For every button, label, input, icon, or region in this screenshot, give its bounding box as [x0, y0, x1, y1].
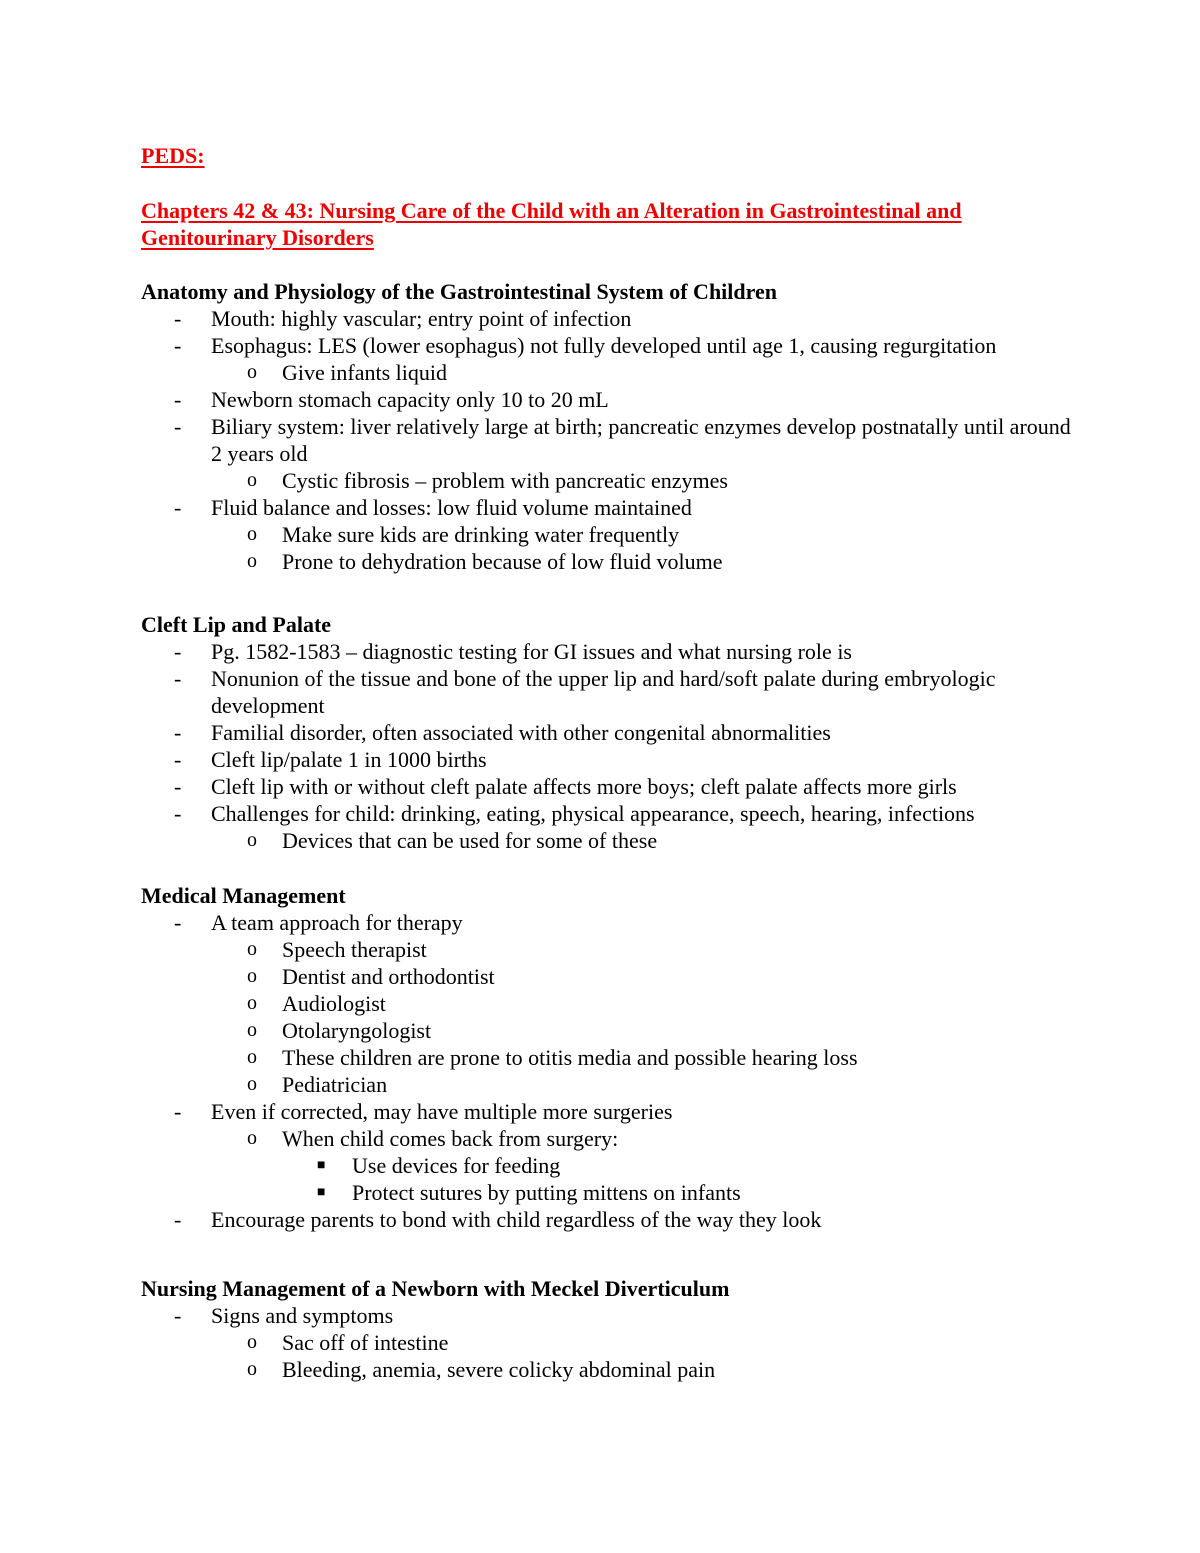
list-item-text: Audiologist	[282, 991, 386, 1016]
dash-bullet-icon: -	[174, 720, 182, 745]
circle-bullet-icon: o	[247, 469, 257, 491]
list-item	[141, 1206, 1071, 1233]
list-item-text: Cleft lip with or without cleft palate affects more boys; cleft palate affects more girls	[211, 774, 957, 799]
list-item	[141, 521, 1071, 548]
square-bullet-icon: ■	[317, 1158, 326, 1173]
dash-bullet-icon: -	[174, 747, 182, 772]
list-item-text: Biliary system: liver relatively large at birth; pancreatic enzymes develop postnatally until around 2 years old	[211, 414, 1071, 466]
list-item-text: Newborn stomach capacity only 10 to 20 mL	[211, 387, 609, 412]
list-item	[141, 359, 1071, 386]
list-item-text: Devices that can be used for some of these	[282, 828, 658, 853]
list-item	[141, 936, 1071, 963]
section-heading: Cleft Lip and Palate	[141, 612, 332, 637]
list-item-text: A team approach for therapy	[211, 910, 463, 935]
list-item-text: Otolaryngologist	[282, 1018, 432, 1043]
list-item	[141, 827, 1071, 854]
list-item	[141, 548, 1071, 575]
list-item	[141, 1179, 1071, 1206]
list-item	[141, 1356, 1071, 1383]
list-item-text: Challenges for child: drinking, eating, physical appearance, speech, hearing, infections	[211, 801, 975, 826]
list-item	[141, 467, 1071, 494]
list-item-text: Cleft lip/palate 1 in 1000 births	[211, 747, 487, 772]
dash-bullet-icon: -	[174, 306, 182, 331]
list-item-text: These children are prone to otitis media and possible hearing loss	[282, 1045, 858, 1070]
list-item-text: Speech therapist	[282, 937, 427, 962]
section-heading: Anatomy and Physiology of the Gastrointestinal System of Children	[141, 279, 778, 304]
dash-bullet-icon: -	[174, 774, 182, 799]
circle-bullet-icon: o	[247, 523, 257, 545]
list-item-text: Pediatrician	[282, 1072, 388, 1097]
dash-bullet-icon: -	[174, 666, 182, 691]
list-item-text: Even if corrected, may have multiple more surgeries	[211, 1099, 673, 1124]
peds-title: PEDS:	[141, 143, 205, 168]
circle-bullet-icon: o	[247, 829, 257, 851]
list-item	[141, 305, 1071, 332]
list-item-text: Sac off of intestine	[282, 1330, 449, 1355]
circle-bullet-icon: o	[247, 1331, 257, 1353]
list-item-text: Esophagus: LES (lower esophagus) not fully developed until age 1, causing regurgitation	[211, 333, 997, 358]
dash-bullet-icon: -	[174, 495, 182, 520]
list-item	[141, 1125, 1071, 1152]
square-bullet-icon: ■	[317, 1185, 326, 1200]
circle-bullet-icon: o	[247, 1073, 257, 1095]
dash-bullet-icon: -	[174, 801, 182, 826]
list-item	[141, 638, 1071, 665]
circle-bullet-icon: o	[247, 1019, 257, 1041]
circle-bullet-icon: o	[247, 550, 257, 572]
list-item-text: When child comes back from surgery:	[282, 1126, 619, 1151]
list-item	[141, 1152, 1071, 1179]
list-item-text: Fluid balance and losses: low fluid volume maintained	[211, 495, 692, 520]
section-heading: Medical Management	[141, 883, 346, 908]
dash-bullet-icon: -	[174, 639, 182, 664]
circle-bullet-icon: o	[247, 1046, 257, 1068]
list-item-text: Give infants liquid	[282, 360, 447, 385]
list-item-text: Pg. 1582-1583 – diagnostic testing for GI issues and what nursing role is	[211, 639, 852, 664]
list-item-text: Cystic fibrosis – problem with pancreatic enzymes	[282, 468, 728, 493]
list-item	[141, 746, 1071, 773]
list-item	[141, 332, 1071, 359]
circle-bullet-icon: o	[247, 992, 257, 1014]
list-item	[141, 963, 1071, 990]
section-cleft-lip	[141, 611, 1071, 854]
list-item-text: Familial disorder, often associated with other congenital abnormalities	[211, 720, 831, 745]
list-item	[141, 665, 1071, 719]
list-item	[141, 1098, 1071, 1125]
section-medical-management	[141, 882, 1071, 1233]
list-item-text: Dentist and orthodontist	[282, 964, 495, 989]
list-item	[141, 494, 1071, 521]
list-item	[141, 1302, 1071, 1329]
dash-bullet-icon: -	[174, 414, 182, 439]
list-item	[141, 386, 1071, 413]
list-item-text: Bleeding, anemia, severe colicky abdominal pain	[282, 1357, 716, 1382]
list-item	[141, 1071, 1071, 1098]
list-item-text: Use devices for feeding	[352, 1153, 561, 1178]
list-item	[141, 1329, 1071, 1356]
circle-bullet-icon: o	[247, 361, 257, 383]
list-item	[141, 1044, 1071, 1071]
list-item-text: Make sure kids are drinking water frequently	[282, 522, 680, 547]
list-item	[141, 800, 1071, 827]
dash-bullet-icon: -	[174, 1099, 182, 1124]
list-item	[141, 990, 1071, 1017]
circle-bullet-icon: o	[247, 965, 257, 987]
list-item-text: Prone to dehydration because of low fluid volume	[282, 549, 723, 574]
list-item	[141, 773, 1071, 800]
list-item-text: Signs and symptoms	[211, 1303, 394, 1328]
dash-bullet-icon: -	[174, 333, 182, 358]
section-heading: Nursing Management of a Newborn with Meckel Diverticulum	[141, 1276, 730, 1301]
list-item-text: Nonunion of the tissue and bone of the upper lip and hard/soft palate during embryologic development	[211, 666, 996, 718]
dash-bullet-icon: -	[174, 1303, 182, 1328]
dash-bullet-icon: -	[174, 1207, 182, 1232]
dash-bullet-icon: -	[174, 387, 182, 412]
circle-bullet-icon: o	[247, 938, 257, 960]
list-item-text: Encourage parents to bond with child regardless of the way they look	[211, 1207, 822, 1232]
list-item	[141, 909, 1071, 936]
circle-bullet-icon: o	[247, 1358, 257, 1380]
dash-bullet-icon: -	[174, 910, 182, 935]
section-meckel-diverticulum	[141, 1275, 1071, 1383]
list-item-text: Protect sutures by putting mittens on infants	[352, 1180, 741, 1205]
chapter-title: Chapters 42 & 43: Nursing Care of the Child with an Alteration in Gastrointestinal and Genitourinary Disorders	[141, 198, 962, 250]
list-item	[141, 719, 1071, 746]
section-anatomy	[141, 278, 1071, 575]
circle-bullet-icon: o	[247, 1127, 257, 1149]
list-item	[141, 1017, 1071, 1044]
list-item-text: Mouth: highly vascular; entry point of infection	[211, 306, 632, 331]
list-item	[141, 413, 1071, 467]
